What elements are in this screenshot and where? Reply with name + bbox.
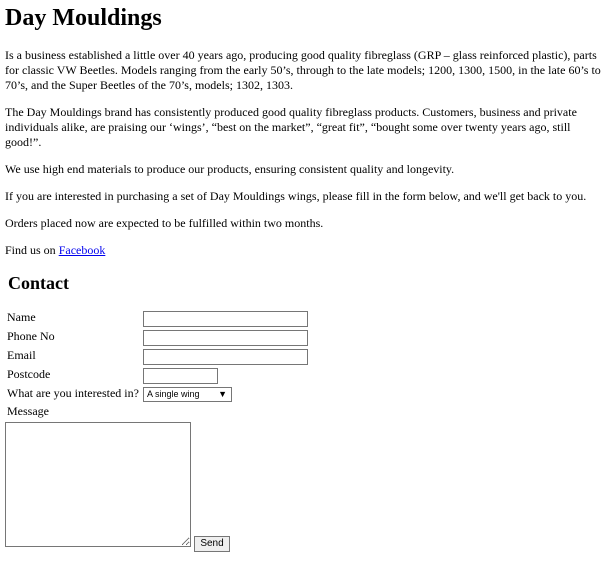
message-label: Message xyxy=(7,404,49,418)
materials-paragraph: We use high end materials to produce our products, ensuring consistent quality and longevity. xyxy=(5,162,455,176)
postcode-field[interactable] xyxy=(143,368,218,384)
contact-heading: Contact xyxy=(8,273,69,293)
interest-select[interactable] xyxy=(143,387,232,402)
purchase-paragraph: If you are interested in purchasing a set of Day Mouldings wings, please fill in the form below, and we'll get back to you. xyxy=(5,189,587,203)
email-label: Email xyxy=(7,348,36,362)
name-label: Name xyxy=(7,310,36,324)
chevron-down-icon: ▼ xyxy=(218,389,227,399)
send-button[interactable]: Send xyxy=(194,536,230,552)
find-us-prefix: Find us on xyxy=(5,243,59,257)
intro-paragraph: Is a business established a little over 40 years ago, producing good quality fibreglass (GRP – glass reinforced plastic), parts for classic VW Beetles. Models ranging from the early 50’s, through to the late models; 1200, 1300, 1500, in the late 60’s to 70’s, and the Super Beetles of the 70’s, models; 1302, 1303. xyxy=(5,48,601,92)
name-field[interactable] xyxy=(143,311,308,327)
interest-label: What are you interested in? xyxy=(7,386,139,400)
message-field[interactable] xyxy=(5,422,191,547)
brand-paragraph: The Day Mouldings brand has consistently produced good quality fibreglass products. Customers, business and private individuals alike, are praising our ‘wings’, “best on the market”, “great fit”, “bought some over twenty years ago, still good!”. xyxy=(5,105,577,149)
page-title: Day Mouldings xyxy=(5,5,162,31)
find-us-paragraph xyxy=(5,243,605,258)
email-field[interactable] xyxy=(143,349,308,365)
interest-selected-value: A single wing xyxy=(147,389,200,399)
facebook-link[interactable]: Facebook xyxy=(58,243,106,257)
postcode-label: Postcode xyxy=(7,367,51,381)
orders-paragraph: Orders placed now are expected to be fulfilled within two months. xyxy=(5,216,324,230)
phone-field[interactable] xyxy=(143,330,308,346)
phone-label: Phone No xyxy=(7,329,55,343)
